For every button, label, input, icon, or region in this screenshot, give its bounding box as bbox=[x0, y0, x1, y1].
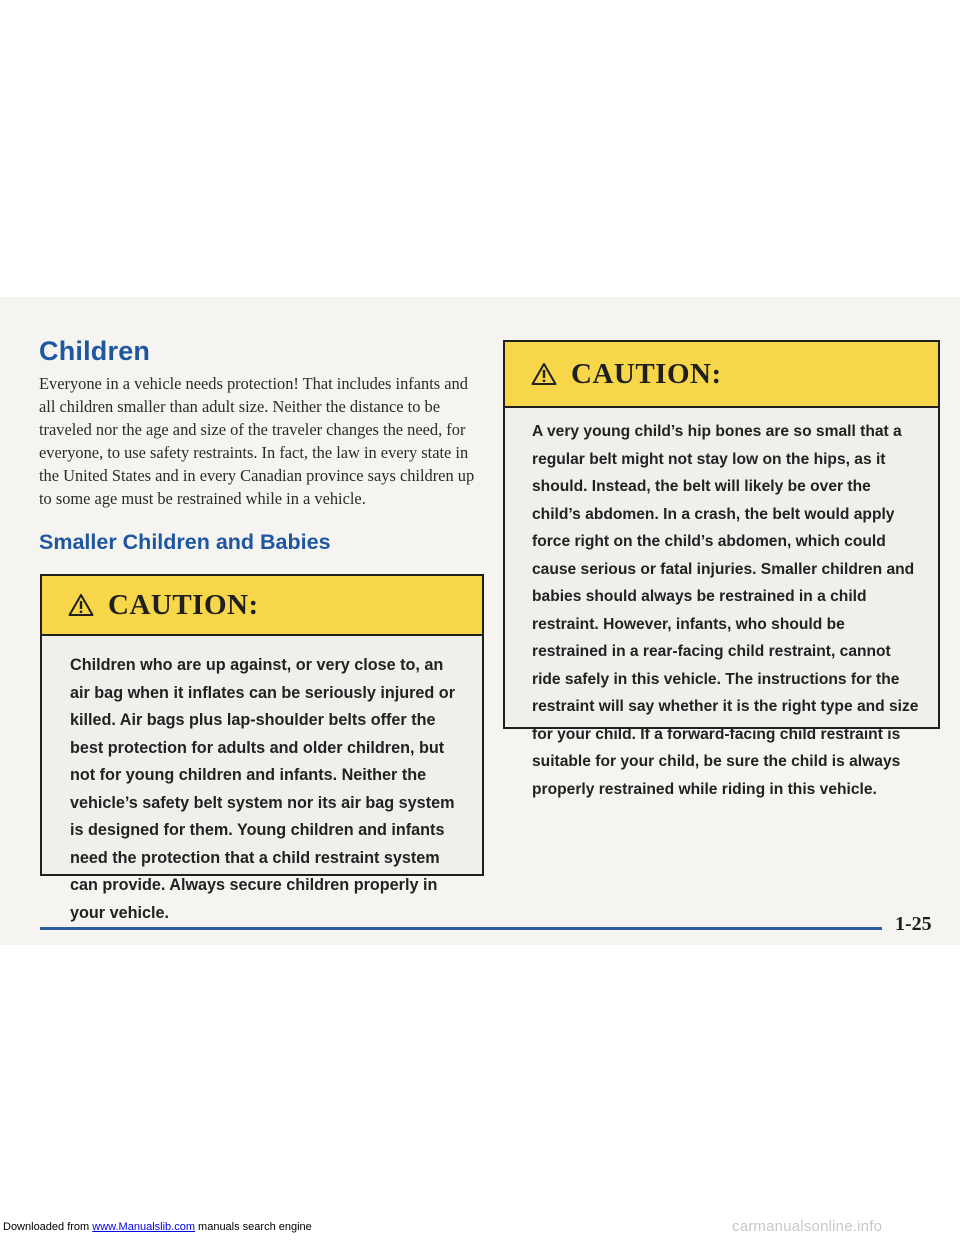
caution-label: CAUTION: bbox=[571, 357, 722, 390]
download-banner bbox=[3, 1221, 312, 1233]
caution-header bbox=[505, 342, 938, 408]
caution-box-air-bag bbox=[40, 574, 484, 922]
caution-box-hip-bones bbox=[503, 340, 940, 798]
caution-header bbox=[42, 576, 482, 636]
intro-paragraph: Everyone in a vehicle needs protection! That includes infants and all children smaller than adult size. Neither the distance to be traveled nor the age and size of the traveler changes the need, for everyone, to use safety restraints. In fact, the law in every state in the United States and in every Canadian province says children up to some age must be restrained while in a vehicle. bbox=[39, 374, 475, 508]
download-suffix: manuals search engine bbox=[194, 1221, 312, 1233]
footer-rule bbox=[40, 927, 882, 930]
subsection-title: Smaller Children and Babies bbox=[39, 530, 331, 554]
section-title: Children bbox=[39, 336, 151, 366]
page-number: 1-25 bbox=[895, 913, 932, 935]
download-prefix: Downloaded from bbox=[3, 1221, 93, 1233]
caution-label: CAUTION: bbox=[108, 588, 259, 621]
caution-text: A very young child’s hip bones are so small that a regular belt might not stay low on the hips, as it should. Instead, the belt will likely be over the child’s abdomen. In a crash, the belt would apply force right on the child’s abdomen, which could cause serious or fatal injuries. Smaller children and babies should always be restrained in a child restraint. However, infants, who should be restrained in a rear-facing child restraint, cannot ride safely in this vehicle. The instructions for the restraint will say whether it is the right type and size for your child. If a forward-facing child restraint is suitable for your child, be sure the child is always properly restrained while riding in this vehicle. bbox=[532, 423, 919, 798]
watermark: carmanualsonline.info bbox=[732, 1218, 883, 1235]
warning-triangle-icon bbox=[531, 362, 557, 386]
caution-text: Children who are up against, or very close to, an air bag when it inflates can be seriously injured or killed. Air bags plus lap-shoulder belts offer the best protection for adults and older children, but not for young children and infants. Neither the vehicle’s safety belt system nor its air bag system is designed for them. Young children and infants need the protection that a child restraint system can provide. Always secure children properly in your vehicle. bbox=[70, 656, 455, 922]
warning-triangle-icon bbox=[68, 593, 94, 617]
manualslib-link[interactable]: www.Manualslib.com bbox=[92, 1221, 195, 1233]
